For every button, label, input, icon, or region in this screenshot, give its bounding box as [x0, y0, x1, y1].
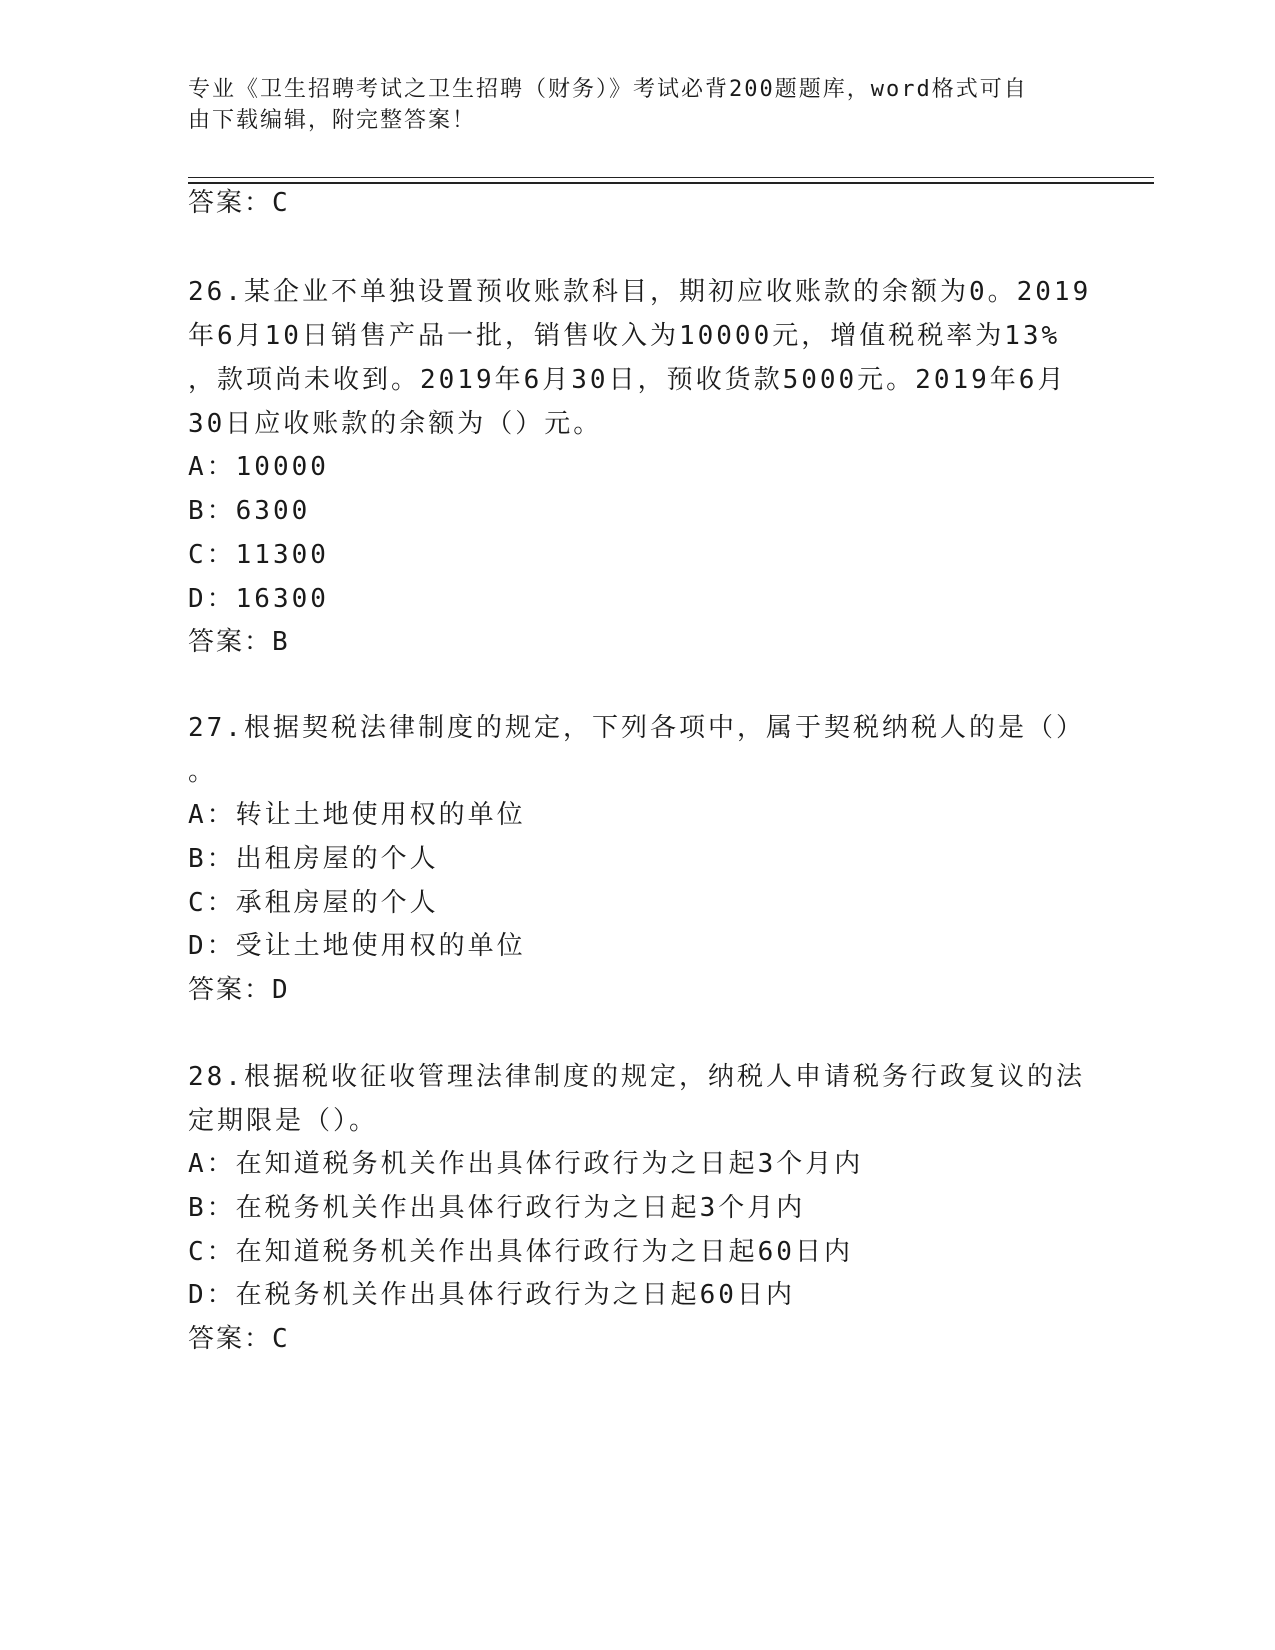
q27-option-d: D：受让土地使用权的单位 — [188, 931, 526, 961]
q27-option-c: C：承租房屋的个人 — [188, 888, 439, 918]
q28-option-a: A：在知道税务机关作出具体行政行为之日起3个月内 — [188, 1149, 864, 1179]
q28-text-line-2: 定期限是（）。 — [188, 1106, 379, 1136]
q26-answer: 答案：B — [188, 627, 290, 657]
q27-answer: 答案：D — [188, 975, 290, 1005]
q26-option-d: D：16300 — [188, 584, 329, 614]
header-divider-thick — [188, 182, 1154, 184]
q26-text-line-4: 30日应收账款的余额为（）元。 — [188, 409, 603, 439]
header-line-2: 由下载编辑，附完整答案！ — [188, 108, 477, 133]
q27-text-line-2: 。 — [188, 757, 218, 787]
q26-option-c: C：11300 — [188, 540, 329, 570]
previous-answer: 答案：C — [188, 188, 290, 218]
q26-option-b: B：6300 — [188, 496, 311, 526]
header-divider-thin — [188, 177, 1154, 178]
q26-text-line-2: 年6月10日销售产品一批，销售收入为10000元，增值税税率为13% — [188, 321, 1061, 351]
q28-answer: 答案：C — [188, 1324, 290, 1354]
q26-text-line-3: ，款项尚未收到。2019年6月30日，预收货款5000元。2019年6月 — [188, 365, 1067, 395]
header-line-1: 专业《卫生招聘考试之卫生招聘（财务）》考试必背200题题库，word格式可自 — [188, 77, 1028, 102]
q26-text-line-1: 26.某企业不单独设置预收账款科目，期初应收账款的余额为0。2019 — [188, 277, 1092, 307]
q28-text-line-1: 28.根据税收征收管理法律制度的规定，纳税人申请税务行政复议的法 — [188, 1062, 1085, 1092]
q27-option-a: A：转让土地使用权的单位 — [188, 800, 526, 830]
q28-option-d: D：在税务机关作出具体行政行为之日起60日内 — [188, 1280, 795, 1310]
q27-option-b: B：出租房屋的个人 — [188, 844, 439, 874]
q28-option-c: C：在知道税务机关作出具体行政行为之日起60日内 — [188, 1237, 853, 1267]
q28-option-b: B：在税务机关作出具体行政行为之日起3个月内 — [188, 1193, 806, 1223]
q27-text-line-1: 27.根据契税法律制度的规定，下列各项中，属于契税纳税人的是（） — [188, 713, 1085, 743]
document-header — [188, 74, 1068, 136]
q26-option-a: A：10000 — [188, 452, 329, 482]
